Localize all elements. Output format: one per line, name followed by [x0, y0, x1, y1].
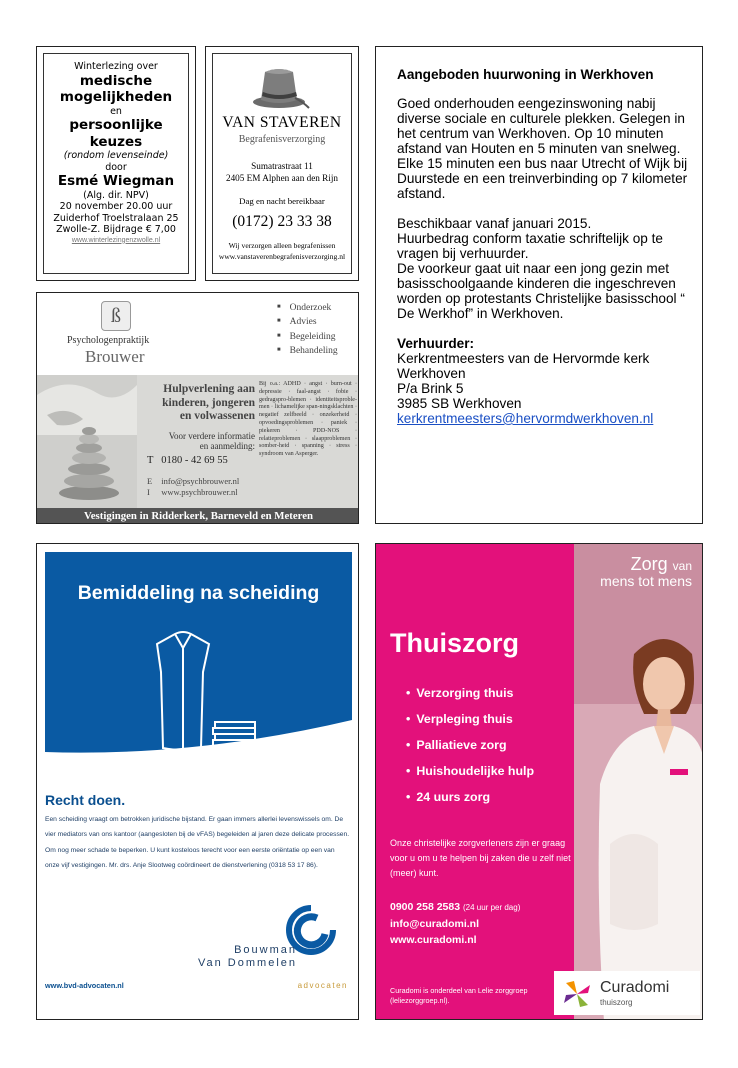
psych-email[interactable]: info@psychbrouwer.nl	[161, 476, 240, 486]
curadomi-title: Thuiszorg	[390, 628, 519, 658]
psych-website[interactable]: www.psychbrouwer.nl	[161, 486, 238, 497]
psych-phone-prefix: T	[147, 455, 154, 466]
ad-winterlezing-frame	[43, 53, 189, 274]
top-hat-icon	[251, 62, 313, 112]
winterlezing-line: Winterlezing over	[74, 61, 158, 72]
psych-service-item: ■ Begeleiding	[277, 330, 338, 344]
van-staveren-website[interactable]: www.vanstaverenbegrafenisverzorging.nl	[218, 252, 346, 261]
bemiddeling-banner	[45, 552, 352, 792]
psych-headline-line: kinderen, jongeren	[162, 396, 255, 409]
curadomi-service-item: • Verpleging thuis	[406, 706, 534, 732]
psych-phone: 0180 - 42 69 55	[161, 455, 228, 466]
winterlezing-line: persoonlijke	[69, 117, 163, 133]
psych-headline-line: Hulpverlening aan	[163, 383, 255, 395]
psych-info-line: Voor verdere informatie	[168, 431, 255, 441]
bemiddeling-subtitle: Recht doen.	[45, 792, 126, 808]
huurwoning-title: Aangeboden huurwoning in Werkhoven	[397, 67, 654, 82]
psych-name: Brouwer	[85, 347, 145, 366]
psych-conditions: Bij o.a.: ADHD · angst · burn-out · depressie · faal-angst · fobie · gedragspro-blemen · identiteitsproble-men · lichamelijke span-ningsklachten · negatief zelfbeeld · onzekerheid · opvoedingsproblemen · paniek · piekeren · PDD-NOS · relatieproblemen · slaapproblemen · somber-heid · spanning · stress · syndroom van Asperger.	[259, 381, 357, 458]
psych-headline-line: en volwassenen	[179, 410, 255, 422]
curadomi-tagline-word: van	[672, 559, 692, 573]
psych-header	[37, 293, 359, 375]
psych-web-prefix: I	[147, 486, 150, 497]
psych-contact	[147, 476, 239, 497]
winterlezing-line: Esmé Wiegman	[57, 173, 175, 189]
van-staveren-subtitle: Begrafenisverzorging	[238, 134, 326, 145]
ad-psychologenpraktijk	[36, 292, 359, 524]
curadomi-service-item: • 24 uurs zorg	[406, 784, 534, 810]
huurwoning-landlord	[397, 336, 697, 426]
bemiddeling-body: Een scheiding vraagt om betrokken juridische bijstand. Er gaan immers allerlei levenswissels om. De vier mediators van ons kantoor (aangesloten bij de vFAS) begeleiden al jaren deze delicate processen. Om nog meer schade te beperken. U kunt kosteloos terecht voor een eerste oriëntatie op een van onze vijf vestigingen. Mr. drs. Anje Slootweg coördineert de dienstverlening (0318 53 17 86).	[45, 816, 350, 869]
psych-headline	[137, 383, 255, 424]
psych-info	[117, 431, 255, 451]
van-staveren-city: 2405 EM Alphen aan den Rijn	[225, 173, 339, 183]
curadomi-tagline	[376, 554, 692, 589]
psych-body	[37, 375, 359, 508]
psych-service-item: ■ Onderzoek	[277, 301, 338, 315]
ad-winterlezing-text	[44, 61, 188, 236]
psych-info-line: en aanmelding:	[199, 441, 255, 451]
van-staveren-availability: Dag en nacht bereikbaar	[239, 196, 325, 206]
curadomi-footer: Curadomi is onderdeel van Lelie zorggroep (leliezorggroep.nl).	[390, 986, 528, 1005]
curadomi-contact	[390, 899, 520, 948]
huurwoning-availability	[397, 216, 697, 321]
psych-service-item: ■ Behandeling	[277, 344, 338, 358]
winterlezing-line: Zuiderhof Troelstralaan 25	[53, 212, 179, 224]
landlord-label: Verhuurder:	[397, 336, 475, 351]
curadomi-service-item: • Huishoudelijke hulp	[406, 758, 534, 784]
huurwoning-line: De voorkeur gaat uit naar een jong gezin met basisschoolgaande kinderen die ingeschreven worden op protestants Christelijke basisschool “ De Werkhof” in Werkhoven.	[397, 261, 685, 321]
winterlezing-line: keuzes	[89, 133, 143, 150]
psych-phone-row	[147, 455, 228, 466]
psych-email-prefix: E	[147, 476, 153, 486]
bvd-website[interactable]: www.bvd-advocaten.nl	[45, 981, 124, 990]
ad-winterlezing	[36, 46, 196, 281]
winterlezing-line: medische	[79, 72, 153, 89]
winterlezing-line: (Alg. dir. NPV)	[83, 189, 149, 201]
van-staveren-name: VAN STAVEREN	[222, 114, 342, 131]
landlord-line: 3985 SB Werkhoven	[397, 396, 522, 411]
huurwoning-line: Huurbedrag conform taxatie schriftelijk op te vragen bij verhuurder.	[397, 231, 663, 261]
van-staveren-phone: (0172) 23 33 38	[232, 213, 332, 230]
curadomi-services	[406, 680, 534, 810]
psych-practice: Psychologenpraktijk	[67, 335, 150, 346]
curadomi-service-item: • Palliatieve zorg	[406, 732, 534, 758]
ad-huurwoning	[375, 46, 703, 524]
winterlezing-line: mogelijkheden	[59, 89, 173, 105]
winterlezing-link[interactable]: www.winterlezingenzwolle.nl	[71, 236, 161, 244]
landlord-email-link[interactable]: kerkrentmeesters@hervormdwerkhoven.nl	[397, 411, 654, 426]
bvd-brand-line3: advocaten	[297, 981, 348, 990]
curadomi-tagline-word: Zorg	[630, 554, 668, 574]
van-staveren-address	[213, 160, 351, 184]
curadomi-email[interactable]: info@curadomi.nl	[390, 918, 479, 930]
curadomi-tagline-line2: mens tot mens	[600, 573, 692, 589]
ad-van-staveren	[205, 46, 359, 281]
bvd-brand-line1: Bouwman	[234, 944, 297, 956]
van-staveren-footer	[213, 240, 351, 262]
curadomi-phone-note: (24 uur per dag)	[463, 903, 521, 912]
curadomi-phone: 0900 258 2583	[390, 901, 461, 913]
huurwoning-description: Goed onderhouden eengezinswoning nabij diverse sociale en culturele plekken. Gelegen in het centrum van Werkhoven. Op 10 minuten afstand van Houten en 5 minuten van snelweg. Elke 15 minuten een bus naar Utrecht of Wijk bij Duurstede en een treinverbinding op 7 kilometer afstand.	[397, 96, 688, 201]
psych-logo: ß	[101, 301, 131, 331]
van-staveren-street: Sumatrastraat 11	[251, 161, 313, 171]
huurwoning-content	[397, 67, 697, 426]
curadomi-service-item: • Verzorging thuis	[406, 680, 534, 706]
winterlezing-line: door	[105, 161, 127, 173]
curadomi-logo-icon	[560, 979, 594, 1009]
ad-bemiddeling	[36, 543, 359, 1020]
winterlezing-line: 20 november 20.00 uur	[59, 201, 173, 212]
curadomi-website[interactable]: www.curadomi.nl	[390, 934, 477, 946]
psych-locations: Vestigingen in Ridderkerk, Barneveld en Meteren	[37, 508, 359, 524]
curadomi-brand-box	[554, 971, 700, 1015]
winterlezing-line: Zwolle-Z. Bijdrage € 7,00	[56, 224, 176, 235]
winterlezing-line: (rondom levenseinde)	[63, 150, 169, 161]
curadomi-intro: Onze christelijke zorgverleners zijn er graag voor u om u te helpen bij zaken die u zelf niet (meer) kunt.	[390, 838, 571, 878]
huurwoning-line: Beschikbaar vanaf januari 2015.	[397, 216, 592, 231]
landlord-line: P/a Brink 5	[397, 381, 464, 396]
landlord-line: Kerkrentmeesters van de Hervormde kerk Werkhoven	[397, 351, 650, 381]
curadomi-brand-name: Curadomi	[600, 979, 670, 996]
curadomi-brand-sub: thuiszorg	[600, 998, 633, 1007]
ad-curadomi	[375, 543, 703, 1020]
psych-services	[277, 301, 338, 358]
curadomi-tagline-line1	[376, 554, 692, 575]
ad-van-staveren-frame	[212, 53, 352, 274]
winterlezing-line: en	[110, 105, 122, 117]
nurse-photo	[574, 544, 703, 1020]
van-staveren-footer-text: Wij verzorgen alleen begrafenissen	[228, 241, 336, 250]
bvd-brand-line2: Van Dommelen	[198, 957, 297, 969]
bemiddeling-title: Bemiddeling na scheiding	[77, 582, 320, 604]
psych-service-item: ■ Advies	[277, 315, 338, 329]
